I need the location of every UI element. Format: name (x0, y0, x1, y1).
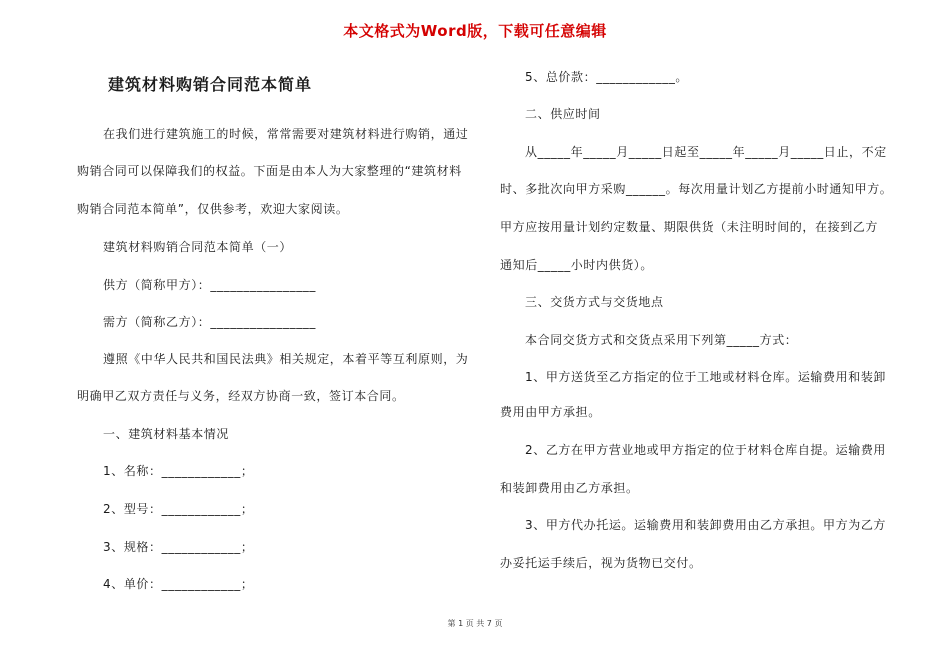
left-line: 供方（简称甲方）：________________ (103, 278, 317, 292)
right-line: 通知后_____小时内供货）。 (500, 258, 654, 272)
document-title: 建筑材料购销合同范本简单 (107, 75, 312, 94)
left-line: 建筑材料购销合同范本简单（一） (103, 240, 293, 254)
left-line: 2、型号：____________； (103, 502, 254, 516)
right-line: 二、供应时间 (525, 107, 601, 121)
right-line: 时、多批次向甲方采购______。每次用量计划乙方提前小时通知甲方。 (500, 182, 893, 196)
left-line: 在我们进行建筑施工的时候，常常需要对建筑材料进行购销，通过 (103, 127, 469, 141)
header-banner: 本文格式为Word版，下载可任意编辑 (343, 22, 607, 40)
left-line: 遵照《中华人民共和国民法典》相关规定，本着平等互利原则，为 (103, 352, 469, 366)
left-line: 明确甲乙双方责任与义务，经双方协商一致，签订本合同。 (77, 389, 405, 403)
right-line: 和装卸费用由乙方承担。 (500, 481, 639, 495)
left-line: 3、规格：____________； (103, 540, 254, 554)
right-line: 1、甲方送货至乙方指定的位于工地或材料仓库。运输费用和装卸 (525, 370, 887, 384)
left-line: 购销合同范本简单”，仅供参考，欢迎大家阅读。 (77, 202, 349, 216)
right-line: 5、总价款：____________。 (525, 70, 689, 84)
page-footer: 第 1 页 共 7 页 (447, 619, 503, 628)
left-line: 4、单价：____________； (103, 577, 254, 591)
right-line: 三、交货方式与交货地点 (525, 295, 664, 309)
right-line: 甲方应按用量计划约定数量、期限供货（未注明时间的，在接到乙方 (500, 220, 879, 234)
right-line: 本合同交货方式和交货点采用下列第_____方式： (525, 333, 798, 347)
left-line: 一、建筑材料基本情况 (103, 427, 230, 441)
right-line: 费用由甲方承担。 (500, 405, 601, 419)
right-line: 办妥托运手续后，视为货物已交付。 (500, 556, 702, 570)
left-line: 需方（简称乙方）：________________ (103, 315, 317, 329)
left-line: 1、名称：____________； (103, 464, 254, 478)
right-line: 3、甲方代办托运。运输费用和装卸费用由乙方承担。甲方为乙方 (525, 518, 887, 532)
right-line: 从_____年_____月_____日起至_____年_____月_____日止，不定 (525, 145, 887, 159)
left-line: 购销合同可以保障我们的权益。下面是由本人为大家整理的“建筑材料 (77, 164, 462, 178)
right-line: 2、乙方在甲方营业地或甲方指定的位于材料仓库自提。运输费用 (525, 443, 887, 457)
